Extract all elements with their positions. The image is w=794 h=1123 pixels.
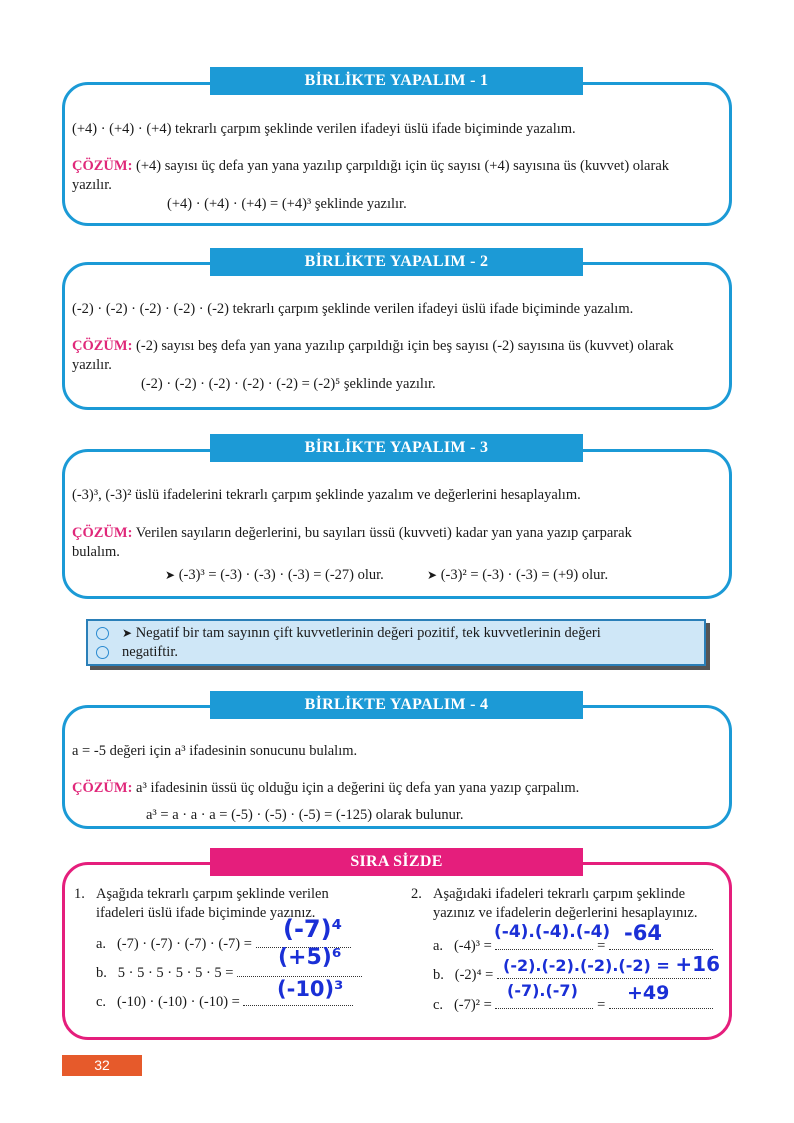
circle-bullet-icon <box>96 627 109 640</box>
arrow-right-icon: ➤ <box>122 626 133 640</box>
solution-label: ÇÖZÜM: <box>72 158 133 174</box>
practice-q2-item-b: b. (-2)⁴ = <box>433 964 711 985</box>
practice-title: SIRA SİZDE <box>210 848 583 876</box>
solution-text-line2: yazılır. <box>72 177 112 193</box>
exercise-1-question: (+4) · (+4) · (+4) tekrarlı çarpım şeklinde verilen ifadeyi üslü ifade biçiminde yazalım. <box>72 121 576 137</box>
handwritten-answer: (-2).(-2).(-2).(-2) = +16 <box>503 952 720 976</box>
exercise-3-result-2: ➤ (-3)² = (-3) · (-3) = (+9) olur. <box>427 567 609 583</box>
solution-text: (+4) sayısı üç defa yan yana yazılıp çarpıldığı için üç sayısı (+4) sayısına üs (kuvvet) olarak <box>136 158 669 174</box>
exercise-4-title: BİRLİKTE YAPALIM - 4 <box>210 691 583 719</box>
exercise-1-result: (+4) · (+4) · (+4) = (+4)³ şeklinde yazılır. <box>167 196 407 212</box>
exercise-1-title: BİRLİKTE YAPALIM - 1 <box>210 67 583 95</box>
handwritten-value: +49 <box>627 982 670 1004</box>
solution-label: ÇÖZÜM: <box>72 780 133 796</box>
note-text: ➤ Negatif bir tam sayının çift kuvvetlerinin değeri pozitif, tek kuvvetlerinin değeri negatiftir. <box>122 625 601 660</box>
solution-label: ÇÖZÜM: <box>72 338 133 354</box>
exercise-3-result-1: ➤ (-3)³ = (-3) · (-3) · (-3) = (-27) olur. <box>165 567 384 583</box>
exercise-4-solution <box>72 779 579 798</box>
solution-text-line2: bulalım. <box>72 544 120 560</box>
handwritten-answer: (-10)³ <box>277 977 344 1001</box>
practice-q2-item-a: a. (-4)³ = = <box>433 935 713 956</box>
solution-text: a³ ifadesinin üssü üç olduğu için a değerini üç defa yan yana yazıp çarpalım. <box>136 780 580 796</box>
practice-q1-text: Aşağıda tekrarlı çarpım şeklinde verilen ifadeleri üslü ifade biçiminde yazınız. <box>96 886 329 921</box>
exercise-2-title: BİRLİKTE YAPALIM - 2 <box>210 248 583 276</box>
circle-bullet-icon <box>96 646 109 659</box>
practice-q1-number: 1. <box>74 886 85 902</box>
practice-q1-item-b: b. 5 · 5 · 5 · 5 · 5 · 5 = <box>96 962 362 983</box>
handwritten-answer: (-7).(-7) <box>507 981 578 1000</box>
page-number: 32 <box>62 1055 142 1076</box>
solution-text-line2: yazılır. <box>72 357 112 373</box>
practice-q2-number: 2. <box>411 886 422 902</box>
arrow-right-icon: ➤ <box>165 568 176 582</box>
arrow-right-icon: ➤ <box>427 568 438 582</box>
solution-text: Verilen sayıların değerlerini, bu sayıları üssü (kuvveti) kadar yan yana yazıp çarparak <box>135 525 632 541</box>
note-box <box>86 619 706 666</box>
handwritten-answer: (+5)⁶ <box>278 945 342 970</box>
practice-q1-item-c: c. (-10) · (-10) · (-10) = <box>96 991 353 1012</box>
practice-q2-item-c: c. (-7)² = = <box>433 994 713 1015</box>
handwritten-answer: (-7)⁴ <box>283 915 343 943</box>
solution-label: ÇÖZÜM: <box>72 525 133 541</box>
solution-text: (-2) sayısı beş defa yan yana yazılıp çarpıldığı için beş sayısı (-2) sayısına üs (kuvvet) olarak <box>136 338 674 354</box>
practice-q1-item-a: a. (-7) · (-7) · (-7) · (-7) = <box>96 933 351 954</box>
exercise-1-solution <box>72 157 722 195</box>
exercise-2-question: (-2) · (-2) · (-2) · (-2) · (-2) tekrarlı çarpım şeklinde verilen ifadeyi üslü ifade biçiminde yazalım. <box>72 301 634 317</box>
exercise-4-result: a³ = a · a · a = (-5) · (-5) · (-5) = (-125) olarak bulunur. <box>146 807 464 823</box>
exercise-4-question: a = -5 değeri için a³ ifadesinin sonucunu bulalım. <box>72 743 358 759</box>
exercise-3-solution <box>72 524 722 562</box>
practice-q2-text: Aşağıdaki ifadeleri tekrarlı çarpım şeklinde yazınız ve ifadelerin değerlerini hesaplayınız. <box>433 886 698 921</box>
handwritten-value: -64 <box>624 921 662 945</box>
handwritten-answer: (-4).(-4).(-4) <box>494 922 611 942</box>
exercise-2-solution <box>72 337 722 375</box>
exercise-3-question: (-3)³, (-3)² üslü ifadelerini tekrarlı çarpım şeklinde yazalım ve değerlerini hesaplayalım. <box>72 487 581 503</box>
exercise-2-result: (-2) · (-2) · (-2) · (-2) · (-2) = (-2)⁵ şeklinde yazılır. <box>141 376 436 392</box>
exercise-3-title: BİRLİKTE YAPALIM - 3 <box>210 434 583 462</box>
